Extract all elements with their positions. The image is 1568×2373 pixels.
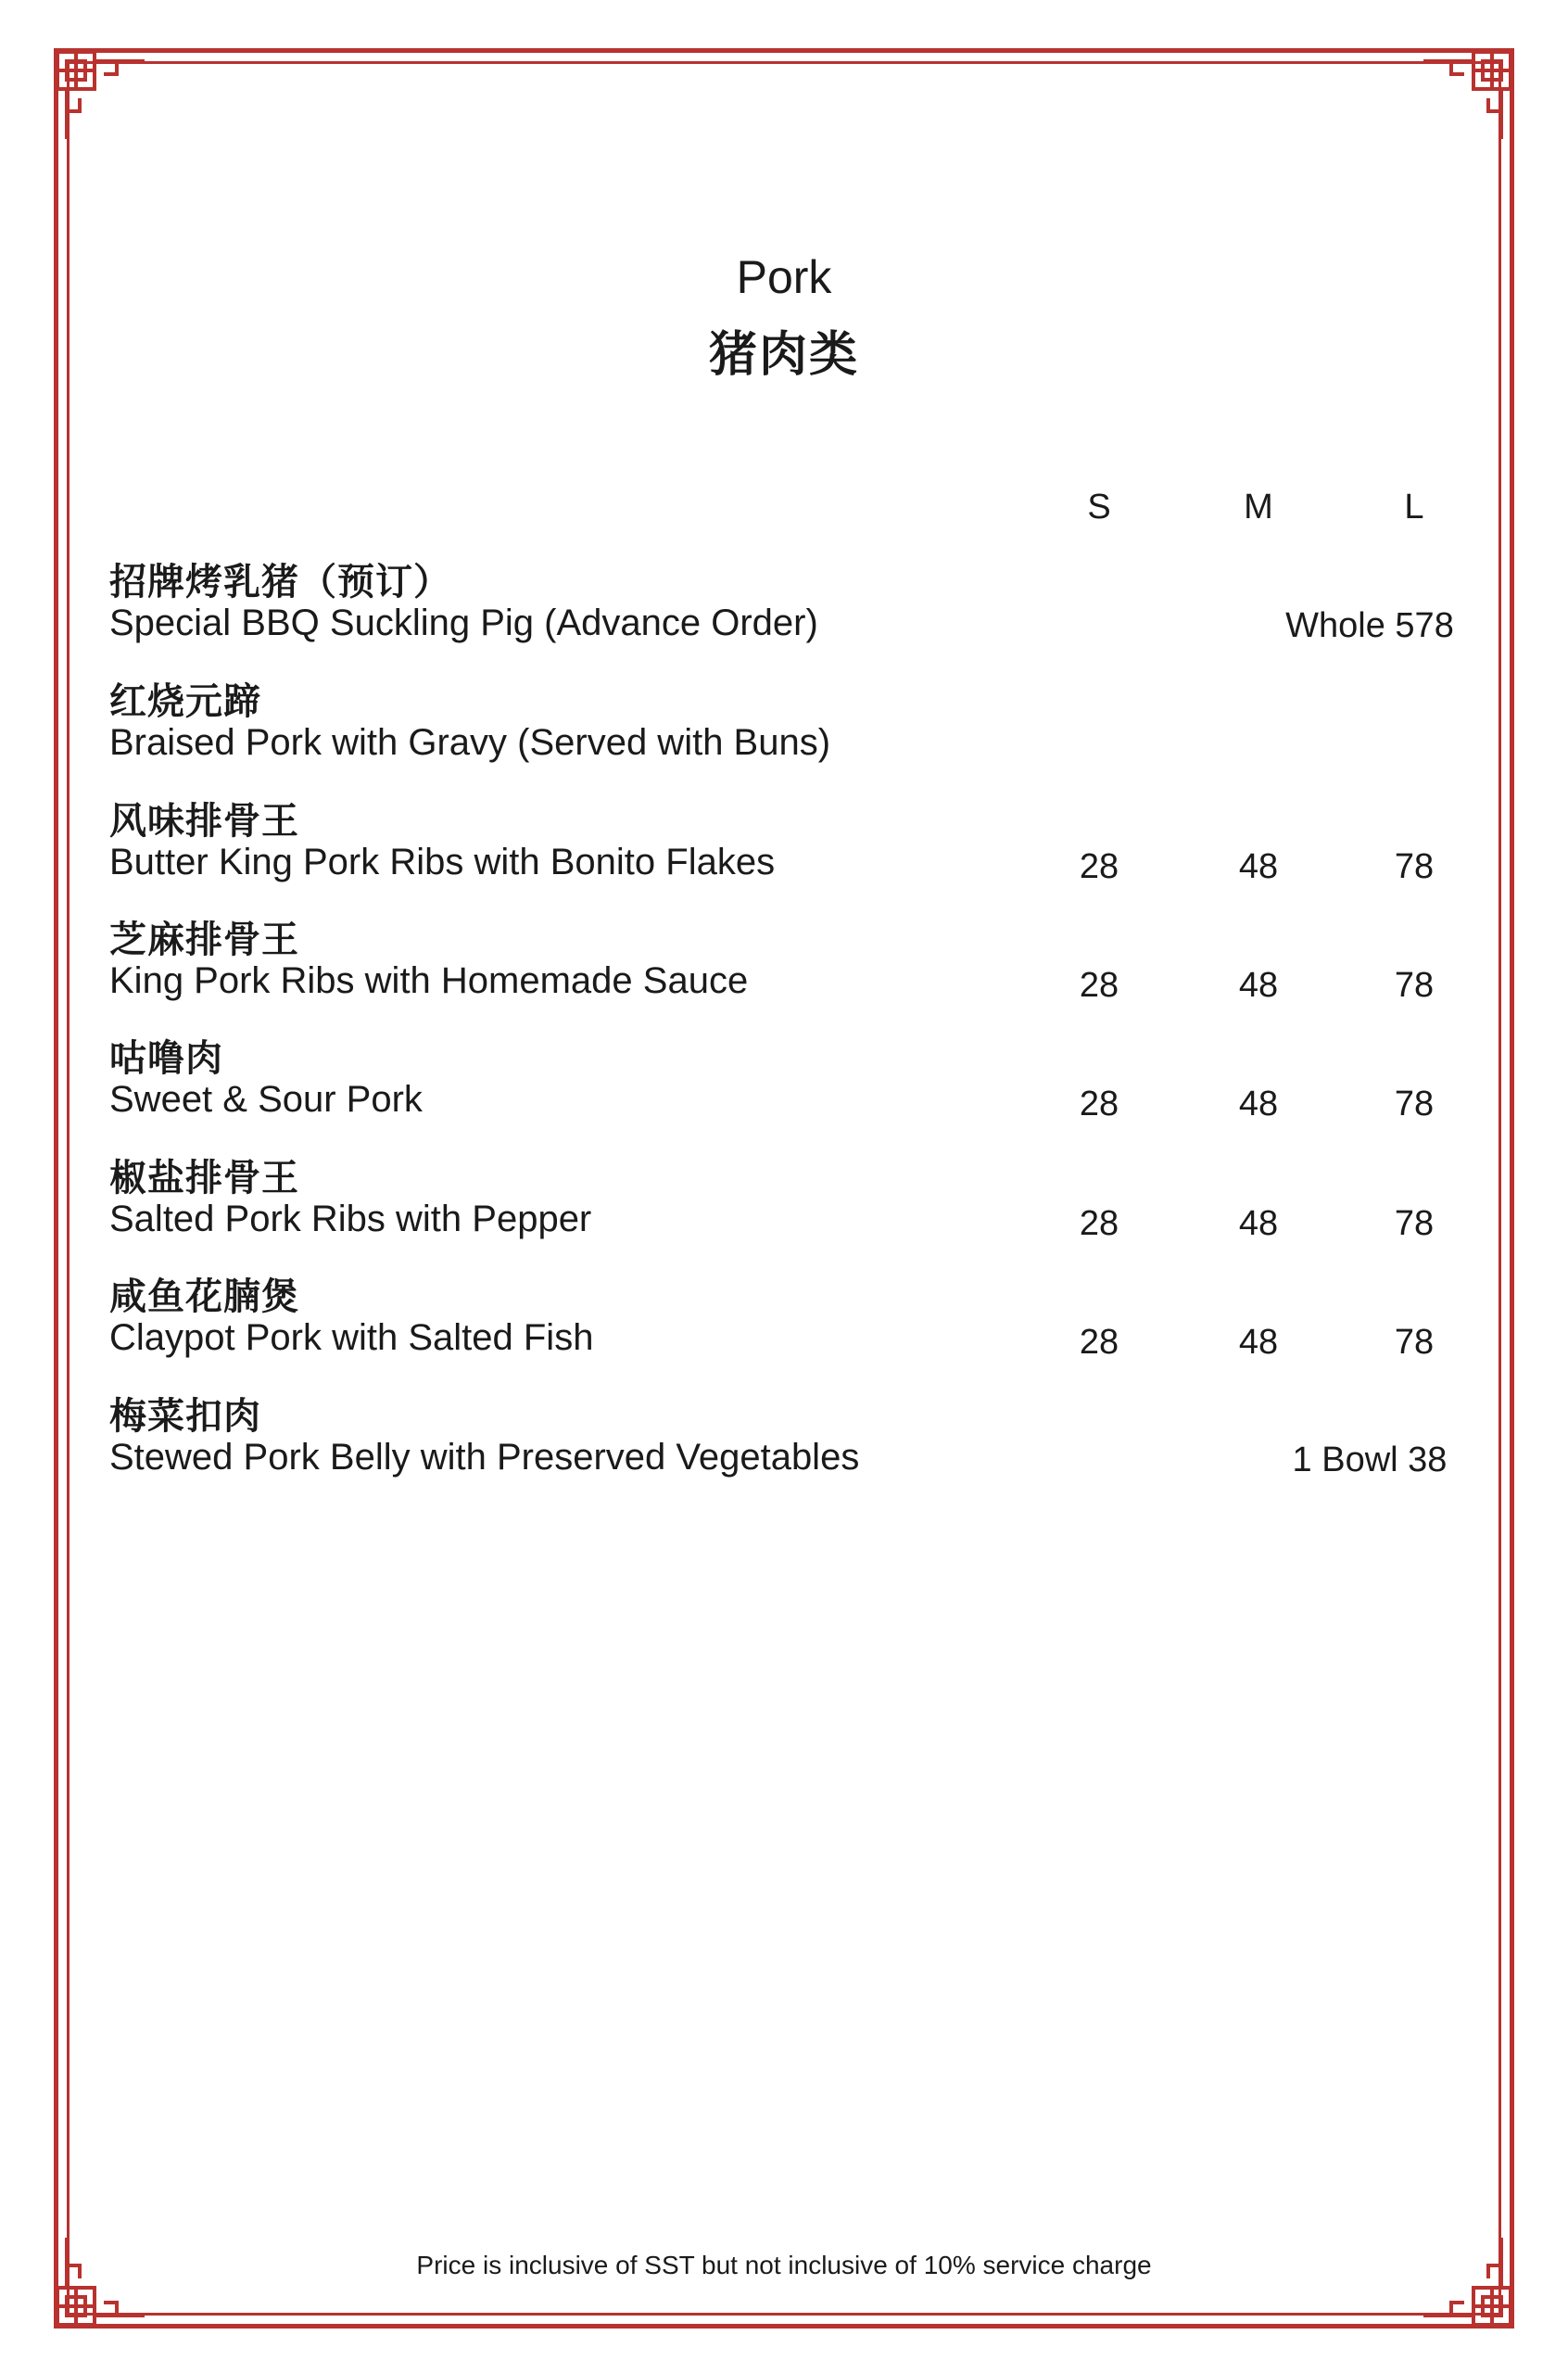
menu-item [109,1148,1462,1267]
menu-item [109,672,1462,791]
dish-name-chinese: 红烧元蹄 [109,681,261,722]
dish-name-english: King Pork Ribs with Homemade Sauce [109,960,749,1001]
price-small: 28 [1079,1204,1119,1243]
dish-name-chinese: 梅菜扣肉 [109,1396,261,1437]
price-large: 78 [1394,847,1435,886]
price-medium: 48 [1238,1085,1279,1123]
price-large: 78 [1394,1204,1435,1243]
menu-item [109,1029,1462,1148]
corner-ornament-top-right-icon [1414,46,1516,148]
section-title-chinese: 猪肉类 [708,328,859,382]
dish-name-chinese: 芝麻排骨王 [109,920,299,960]
menu-item [109,1387,1462,1505]
price-medium: 48 [1238,847,1279,886]
menu-item [109,552,1462,671]
menu-item [109,910,1462,1029]
price-medium: 48 [1238,1323,1279,1362]
dish-name-english: Special BBQ Suckling Pig (Advance Order) [109,603,818,643]
price-medium: 48 [1238,966,1279,1005]
dish-name-chinese: 风味排骨王 [109,801,299,842]
dish-price-combined: Whole 578 [1285,606,1454,645]
dish-name-english: Sweet & Sour Pork [109,1079,423,1120]
column-header-small: S [1087,488,1111,527]
menu-item [109,1267,1462,1386]
price-large: 78 [1394,1085,1435,1123]
dish-name-english: Claypot Pork with Salted Fish [109,1317,594,1358]
dish-name-chinese: 椒盐排骨王 [109,1158,299,1199]
dish-price-combined: 1 Bowl 38 [1292,1440,1448,1479]
price-small: 28 [1079,966,1119,1005]
dish-name-english: Salted Pork Ribs with Pepper [109,1199,592,1239]
dish-name-chinese: 咸鱼花腩煲 [109,1276,299,1317]
corner-ornament-top-left-icon [52,46,154,148]
column-header-large: L [1404,488,1424,527]
price-medium: 48 [1238,1204,1279,1243]
menu-item [109,792,1462,910]
price-large: 78 [1394,966,1435,1005]
dish-name-english: Stewed Pork Belly with Preserved Vegetables [109,1437,860,1478]
price-small: 28 [1079,1085,1119,1123]
price-small: 28 [1079,1323,1119,1362]
price-small: 28 [1079,847,1119,886]
dish-name-chinese: 招牌烤乳猪（预订） [109,562,451,603]
price-large: 78 [1394,1323,1435,1362]
section-title-english: Pork [736,251,832,303]
dish-name-english: Braised Pork with Gravy (Served with Buns) [109,722,831,763]
dish-name-chinese: 咕噜肉 [109,1038,223,1079]
column-header-medium: M [1244,488,1273,527]
price-disclaimer: Price is inclusive of SST but not inclusive of 10% service charge [416,2251,1152,2279]
dish-name-english: Butter King Pork Ribs with Bonito Flakes [109,842,776,882]
